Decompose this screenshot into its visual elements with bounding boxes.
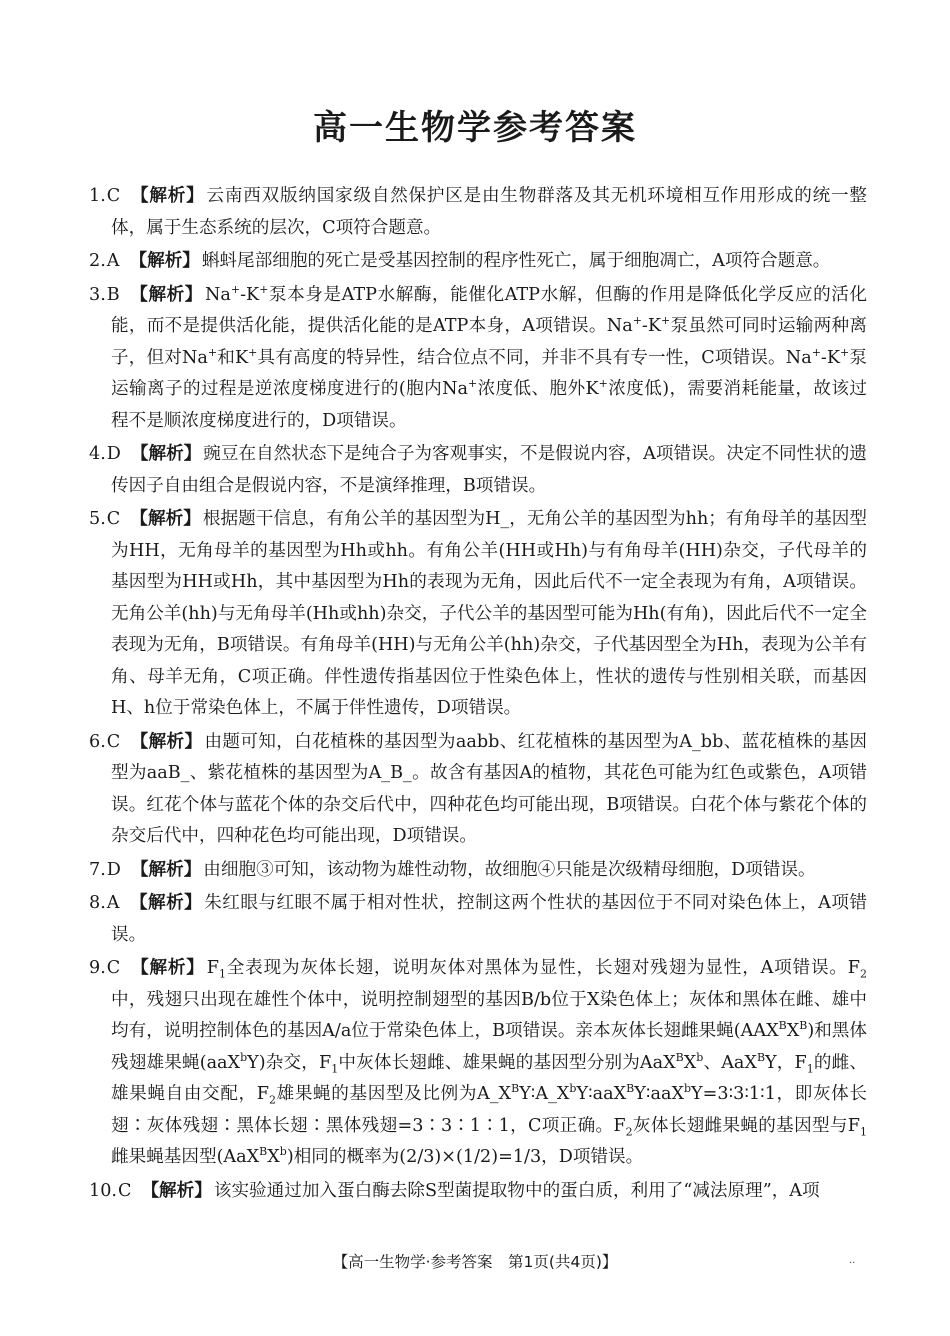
analysis-text: 泵本身是ATP水解酶，能催化ATP水解，但酶的作用是降低化学反应的活化能，而不是提供活化能，提供活化能的是ATP本身，A项错误。Na	[111, 284, 867, 336]
question-number: 10.	[89, 1180, 117, 1201]
superscript: B	[259, 1145, 268, 1159]
analysis-text: Y∶aaX	[576, 1084, 627, 1104]
analysis-tag: 【解析】	[130, 186, 205, 206]
answer-list	[89, 181, 867, 1209]
superscript: b	[683, 1082, 692, 1096]
question-number: 3.	[89, 284, 106, 305]
analysis-tag: 【解析】	[129, 251, 200, 271]
analysis-text: 豌豆在自然状态下是纯合子为客观事实，不是假说内容，A项错误。决定不同性状的遗传因子自由组合是假说内容，不是演绎推理，B项错误。	[111, 444, 867, 496]
answer-letter: C	[106, 958, 121, 978]
question-number: 1.	[89, 186, 106, 206]
superscript: B	[626, 1082, 635, 1096]
answer-item	[89, 727, 867, 853]
analysis-text: X	[786, 1021, 800, 1041]
superscript: +	[259, 282, 269, 296]
answer-letter: A	[106, 251, 120, 271]
analysis-text: -K	[641, 316, 661, 336]
analysis-text: 具有高度的特异性，结合位点不同，并非不具有专一性，C项错误。Na	[257, 347, 812, 368]
superscript: B	[511, 1082, 520, 1096]
analysis-text: X	[267, 1147, 280, 1167]
analysis-text: 、AaX	[703, 1052, 757, 1073]
superscript: +	[811, 345, 821, 359]
subscript: 2	[625, 1125, 633, 1139]
analysis-tag: 【解析】	[129, 284, 203, 305]
answer-item	[89, 855, 867, 887]
analysis-text: -K	[820, 347, 840, 368]
answer-letter: D	[106, 859, 121, 880]
superscript: b	[696, 1050, 704, 1064]
subscript: 1	[331, 1062, 339, 1076]
question-number: 8.	[89, 893, 106, 913]
superscript: B	[756, 1050, 766, 1064]
superscript: +	[467, 377, 478, 391]
answer-item	[89, 280, 867, 438]
analysis-tag: 【解析】	[130, 444, 202, 464]
analysis-text: Y=3∶3∶1∶1，即灰体长翅∶灰体残翅∶黑体长翅∶黑体残翅=3∶3∶1∶1，C项正确。F	[111, 1084, 867, 1136]
superscript: B	[778, 1019, 787, 1033]
superscript: +	[207, 345, 218, 359]
subscript: 2	[268, 1093, 276, 1107]
analysis-text: F	[206, 958, 219, 978]
answer-item	[89, 1176, 867, 1208]
superscript: +	[230, 282, 241, 296]
analysis-text: 的雌、雄果蝇自由交配，F	[111, 1052, 867, 1104]
analysis-text: 浓度低)，需要消耗能量，故该过程不是顺浓度梯度进行的，D项错误。	[111, 379, 867, 431]
answer-letter: B	[106, 284, 120, 305]
analysis-text: 灰体长翅雌果蝇的基因型与F	[632, 1115, 860, 1136]
analysis-tag: 【解析】	[129, 893, 203, 913]
answer-item	[89, 504, 867, 725]
superscript: b	[279, 1145, 287, 1159]
answer-item	[89, 888, 867, 951]
answer-letter: C	[117, 1180, 132, 1201]
analysis-text: 雌果蝇基因型(AaX	[111, 1147, 260, 1167]
analysis-text: 中，残翅只出现在雄性个体中，说明控制翅型的基因B/b位于X染色体上；灰体和黑体在雌、雄中均有，说明控制体色的基因A/a位于常染色体上，B项错误。亲本灰体长翅雌果蝇(AAX	[111, 989, 867, 1041]
analysis-text: 云南西双版纳国家级自然保护区是由生物群落及其无机环境相互作用形成的统一整体，属于生态系统的层次，C项符合题意。	[111, 186, 867, 238]
superscript: +	[248, 345, 258, 359]
analysis-text: Na	[204, 284, 231, 305]
analysis-text: 和K	[217, 347, 249, 368]
answer-letter: D	[106, 444, 121, 464]
superscript: b	[569, 1082, 577, 1096]
superscript: b	[240, 1050, 248, 1064]
analysis-text: 泵虽然可同时运输两种离子，但对Na	[111, 316, 867, 368]
analysis-tag: 【解析】	[130, 958, 205, 978]
analysis-text: -K	[240, 284, 260, 305]
subscript: 2	[859, 967, 867, 981]
analysis-text: 该实验通过加入蛋白酶去除S型菌提取物中的蛋白质，利用了“减法原理”，A项	[213, 1180, 820, 1201]
question-number: 5.	[89, 509, 106, 529]
superscript: +	[661, 314, 671, 328]
analysis-text: 中灰体长翅雌、雄果蝇的基因型分别为AaX	[338, 1052, 676, 1073]
page-title: 高一生物学参考答案	[313, 108, 637, 148]
analysis-text: 泵运输离子的过程是逆浓度梯度进行的(胞内Na	[111, 347, 867, 399]
analysis-text: Y，F	[765, 1052, 807, 1073]
answer-item	[89, 246, 867, 278]
question-number: 9.	[89, 958, 106, 978]
subscript: 1	[806, 1062, 814, 1076]
answer-letter: C	[106, 731, 121, 752]
answer-letter: C	[106, 186, 121, 206]
analysis-text: 由题可知，白花植株的基因型为aabb、红花植株的基因型为A_bb、蓝花植株的基因型为aaB_、紫花植株的基因型为A_B_。故含有基因A的植物，其花色可能为红色或紫色，A项错误。红花个体与蓝花个体的杂交后代中，四种花色均可能出现，B项错误。白花个体与紫花个体的杂交后代中，四种花色均可能出现，D项错误。	[111, 731, 867, 846]
analysis-tag: 【解析】	[130, 509, 201, 529]
subscript: 1	[860, 1125, 867, 1139]
answer-item	[89, 439, 867, 502]
superscript: B	[675, 1050, 684, 1064]
question-number: 7.	[89, 859, 106, 880]
question-number: 2.	[89, 251, 106, 271]
analysis-text: Y)杂交，F	[247, 1052, 332, 1073]
answer-item	[89, 953, 867, 1174]
analysis-tag: 【解析】	[130, 859, 202, 880]
answer-letter: A	[106, 893, 120, 913]
corner-mark: ··	[849, 1258, 856, 1269]
superscript: +	[840, 345, 850, 359]
analysis-text: 朱红眼与红眼不属于相对性状，控制这两个性状的基因位于不同对染色体上，A项错误。	[111, 893, 867, 945]
analysis-text: 浓度低、胞外K	[477, 379, 599, 399]
superscript: +	[632, 314, 642, 328]
analysis-text: Y∶A_X	[519, 1084, 570, 1104]
answer-item	[89, 181, 867, 244]
analysis-tag: 【解析】	[130, 731, 203, 752]
superscript: +	[598, 377, 608, 391]
analysis-text: 全表现为灰体长翅，说明灰体对黑体为显性，长翅对残翅为显性，A项错误。F	[225, 958, 860, 978]
analysis-text: Y∶aaX	[634, 1084, 684, 1104]
analysis-text: 由细胞③可知，该动物为雄性动物，故细胞④只能是次级精母细胞，D项错误。	[203, 859, 816, 880]
analysis-text: )相同的概率为(2/3)×(1/2)=1/3，D项错误。	[286, 1147, 644, 1167]
superscript: B	[799, 1019, 808, 1033]
question-number: 6.	[89, 731, 106, 752]
question-number: 4.	[89, 444, 106, 464]
analysis-text: 根据题干信息，有角公羊的基因型为H_，无角公羊的基因型为hh；有角母羊的基因型为HH，无角母羊的基因型为Hh或hh。有角公羊(HH或Hh)与有角母羊(HH)杂交，子代母羊的基因型为HH或Hh，其中基因型为Hh的表现为无角，因此后代不一定全表现为有角，A项错误。无角公羊(hh)与无角母羊(Hh或hh)杂交，子代公羊的基因型可能为Hh(有角)，因此后代不一定全表现为无角，B项错误。有角母羊(HH)与无角公羊(hh)杂交，子代基因型全为Hh，表现为公羊有角、母羊无角，C项正确。伴性遗传指基因位于性染色体上，性状的遗传与性别相关联，而基因H、h位于常染色体上，不属于伴性遗传，D项错误。	[111, 509, 867, 718]
page-footer: 【高一生物学·参考答案 第1页(共4页)】	[332, 1253, 618, 1271]
answer-letter: C	[106, 509, 121, 529]
subscript: 1	[218, 967, 226, 981]
analysis-text: 蝌蚪尾部细胞的死亡是受基因控制的程序性死亡，属于细胞凋亡，A项符合题意。	[201, 251, 831, 271]
analysis-text: )和黑体残翅雄果蝇(aaX	[111, 1021, 867, 1073]
analysis-tag: 【解析】	[141, 1180, 212, 1201]
analysis-text: X	[683, 1052, 697, 1073]
analysis-text: 雄果蝇的基因型及比例为A_X	[275, 1084, 512, 1104]
